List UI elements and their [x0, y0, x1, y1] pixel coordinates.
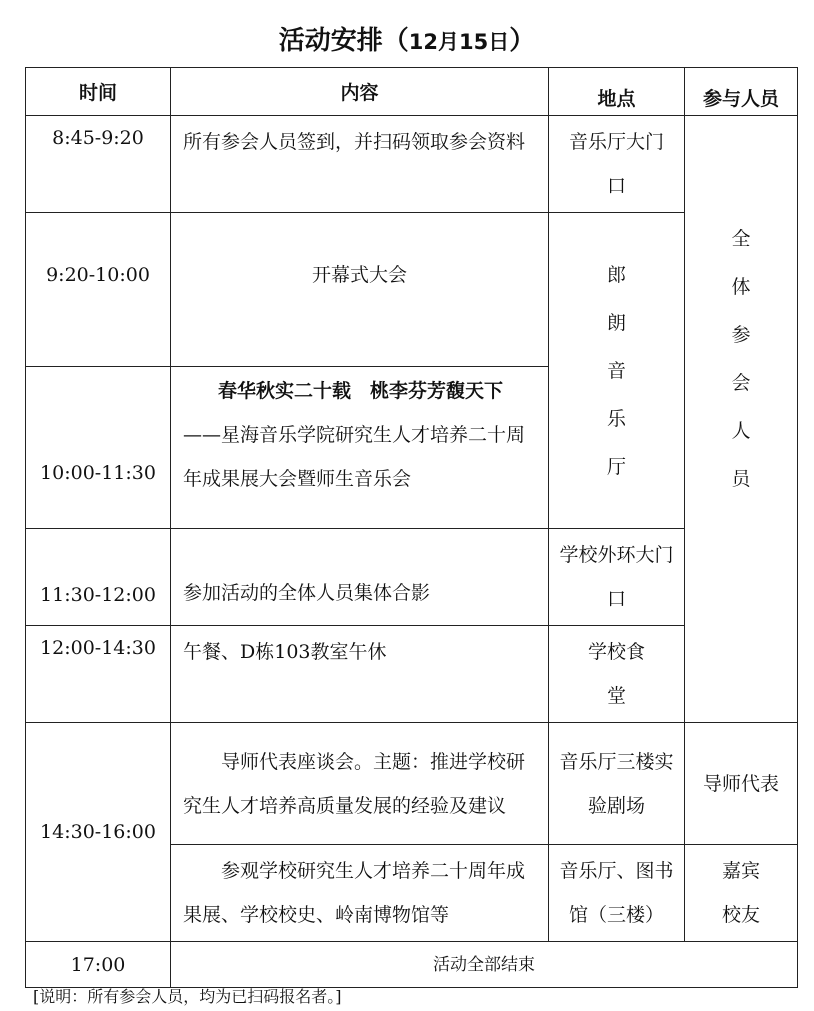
header-place: 地点: [549, 68, 685, 116]
title-text: 活动安排（: [278, 26, 409, 56]
header-row: [26, 68, 798, 116]
content-text: ——星海音乐学院研究生人才培养二十周年成果展大会暨师生音乐会: [183, 424, 526, 490]
time-cell: 11:30-12:00: [26, 529, 171, 626]
content-cell: 参加活动的全体人员集体合影: [171, 529, 549, 626]
header-content: 内容: [171, 68, 549, 116]
title-date: 12月15日: [408, 30, 510, 54]
time-cell: 9:20-10:00: [26, 213, 171, 367]
content-cell: 导师代表座谈会。主题：推进学校研究生人才培养高质量发展的经验及建议: [171, 723, 549, 845]
place-cell: 音乐厅大门口: [549, 116, 685, 213]
people-cell: 嘉宾校友: [685, 845, 798, 942]
people-cell-merged: [685, 116, 798, 723]
title-close: ）: [509, 26, 536, 56]
content-title: 春华秋实二十载 桃李芬芳馥天下: [217, 380, 503, 402]
place-cell-merged: [549, 213, 685, 529]
page-title: [0, 20, 814, 57]
table-row: [26, 116, 798, 213]
table-row: [26, 942, 798, 988]
content-cell: 午餐、D栋103教室午休: [171, 626, 549, 723]
table-row: [26, 626, 798, 723]
place-cell: 音乐厅三楼实验剧场: [549, 723, 685, 845]
header-time: 时间: [26, 68, 171, 116]
place-cell: 学校外环大门口: [549, 529, 685, 626]
table-row: [26, 213, 798, 367]
place-cell: 音乐厅、图书馆（三楼）: [549, 845, 685, 942]
content-cell: 所有参会人员签到，并扫码领取参会资料: [171, 116, 549, 213]
time-cell: 12:00-14:30: [26, 626, 171, 723]
time-cell: 10:00-11:30: [26, 367, 171, 529]
time-cell: 14:30-16:00: [26, 723, 171, 942]
time-cell: 8:45-9:20: [26, 116, 171, 213]
table-row: [26, 529, 798, 626]
place-cell: 学校食堂: [549, 626, 685, 723]
table-row: [26, 723, 798, 845]
content-cell: 活动全部结束: [171, 942, 798, 988]
footnote: [说明：所有参会人员，均为已扫码报名者。]: [33, 987, 342, 1006]
content-cell: 开幕式大会: [171, 213, 549, 367]
content-cell: 参观学校研究生人才培养二十周年成果展、学校校史、岭南博物馆等: [171, 845, 549, 942]
time-cell: 17:00: [26, 942, 171, 988]
people-cell: 导师代表: [685, 723, 798, 845]
content-cell: [171, 367, 549, 529]
place-merged-text: 郎朗音乐厅: [606, 263, 626, 478]
schedule-table: [25, 67, 798, 988]
header-people: 参与人员: [685, 68, 798, 116]
people-merged-text: 全体参会人员: [731, 228, 751, 490]
